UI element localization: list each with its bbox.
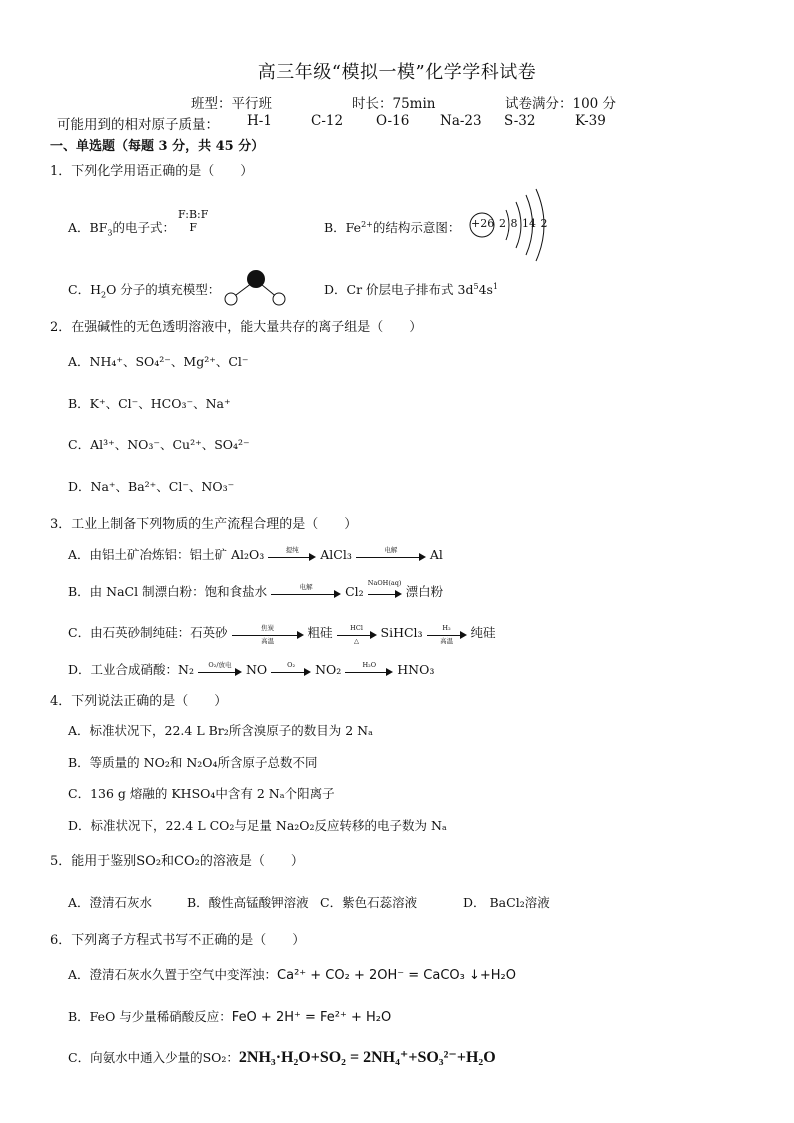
reaction-arrow: H₂ 高温 (427, 627, 467, 641)
q3-option-d: D．工业合成硝酸：N₂ O₂/放电 NO O₂ NO₂ H₂O HNO₃ (68, 660, 435, 677)
reaction-arrow: 提纯 (268, 549, 316, 563)
q2-option-b: B．K⁺、Cl⁻、HCO₃⁻、Na⁺ (68, 396, 231, 411)
reaction-arrow: O₂ (271, 664, 311, 678)
question-3-stem: 3．工业上制备下列物质的生产流程合理的是（ ） (50, 517, 358, 532)
ionic-equation: Ca²⁺ + CO₂ + 2OH⁻ = CaCO₃ ↓+H₂O (277, 968, 516, 983)
ionic-equation: FeO + 2H⁺ = Fe²⁺ + H₂O (231, 1010, 392, 1025)
atomic-mass-c: C-12 (311, 113, 344, 129)
q1-option-d: D．Cr 价层电子排布式 $3d^54s^1$ (324, 281, 499, 297)
reaction-arrow: HCl △ (337, 627, 377, 641)
atomic-mass-s: S-32 (504, 113, 536, 129)
ionic-equation: 2NH₃·H₂O+SO₂ = 2NH₄⁺+SO₃²⁻+H₂O (238, 1049, 496, 1066)
bf3-electron-formula: F:B:F F (178, 208, 209, 234)
reaction-arrow: H₂O (345, 664, 393, 678)
reaction-arrow: 焦炭 高温 (232, 627, 304, 641)
atomic-mass-h: H-1 (247, 113, 272, 129)
q6-option-b: B．FeO 与少量稀硝酸反应：FeO + 2H⁺ = Fe²⁺ + H₂O (68, 1009, 392, 1025)
reaction-arrow: 电解 (356, 549, 426, 563)
q5-option-d: D． BaCl₂溶液 (463, 895, 550, 910)
atomic-masses-label: 可能用到的相对原子质量： (57, 117, 219, 133)
q3-option-c: C．由石英砂制纯硅：石英砂 焦炭 高温 粗硅 HCl △ SiHCl₃ H₂ 高温 纯硅 (68, 623, 496, 645)
nucleus-charge: +26 (471, 217, 495, 230)
q5-option-b: B．酸性高锰酸钾溶液 (187, 895, 309, 910)
q5-option-c: C．紫色石蕊溶液 (320, 895, 418, 910)
q4-option-b: B．等质量的 NO₂和 N₂O₄所含原子总数不同 (68, 755, 318, 770)
exam-duration: 时长：75min (352, 96, 436, 112)
class-type: 班型：平行班 (191, 96, 272, 112)
atomic-mass-o: O-16 (376, 113, 410, 129)
fe-ion-structure-diagram (466, 186, 556, 264)
question-4-stem: 4．下列说法正确的是（ ） (50, 694, 228, 709)
question-1-stem: 1．下列化学用语正确的是（ ） (50, 164, 254, 179)
electron-shells: 2 8 14 2 (499, 217, 548, 230)
atomic-mass-na: Na-23 (440, 113, 482, 129)
reaction-arrow: O₂/放电 (198, 664, 242, 678)
q2-option-d: D．Na⁺、Ba²⁺、Cl⁻、NO₃⁻ (68, 479, 235, 494)
q3-option-a: A．由铝土矿冶炼铝：铝土矿 Al₂O₃ 提纯 AlCl₃ 电解 Al (68, 545, 443, 562)
q6-option-c: C．向氨水中通入少量的SO₂：2NH₃·H₂O+SO₂ = 2NH₄⁺+SO₃²⁻+H₂O (68, 1049, 496, 1066)
q4-option-d: D．标准状况下，22.4 L CO₂与足量 Na₂O₂反应转移的电子数为 Nₐ (68, 818, 447, 833)
q5-option-a: A．澄清石灰水 (68, 895, 153, 910)
question-2-stem: 2．在强碱性的无色透明溶液中，能大量共存的离子组是（ ） (50, 320, 423, 335)
reaction-arrow: 电解 (271, 586, 341, 600)
water-molecule-model (222, 268, 288, 312)
q4-option-a: A．标准状况下，22.4 L Br₂所含溴原子的数目为 2 Nₐ (68, 723, 373, 738)
section-heading: 一、单选题（每题 3 分，共 45 分） (50, 139, 265, 154)
q3-option-b: B．由 NaCl 制漂白粉：饱和食盐水 电解 Cl₂ NaOH(aq) 漂白粉 (68, 578, 444, 599)
full-score: 试卷满分：100 分 (505, 96, 617, 112)
reaction-arrow: NaOH(aq) (368, 586, 402, 600)
atomic-mass-k: K-39 (575, 113, 606, 129)
page-title: 高三年级“模拟一模”化学学科试卷 (257, 62, 537, 83)
q2-option-c: C．Al³⁺、NO₃⁻、Cu²⁺、SO₄²⁻ (68, 437, 250, 452)
q6-option-a: A．澄清石灰水久置于空气中变浑浊：Ca²⁺ + CO₂ + 2OH⁻ = CaCO₃ ↓+H₂O (68, 967, 516, 983)
question-6-stem: 6．下列离子方程式书写不正确的是（ ） (50, 933, 306, 948)
q1-option-a: A．$BF_3$的电子式： (68, 220, 175, 238)
question-5-stem: 5．能用于鉴别SO₂和CO₂的溶液是（ ） (50, 854, 304, 869)
q4-option-c: C．136 g 熔融的 KHSO₄中含有 2 Nₐ个阳离子 (68, 786, 335, 801)
q1-option-c: C．$H_2O$ 分子的填充模型： (68, 282, 221, 300)
q1-option-b: B．$Fe^{2+}$的结构示意图： (324, 219, 461, 235)
q2-option-a: A．NH₄⁺、SO₄²⁻、Mg²⁺、Cl⁻ (68, 354, 249, 369)
